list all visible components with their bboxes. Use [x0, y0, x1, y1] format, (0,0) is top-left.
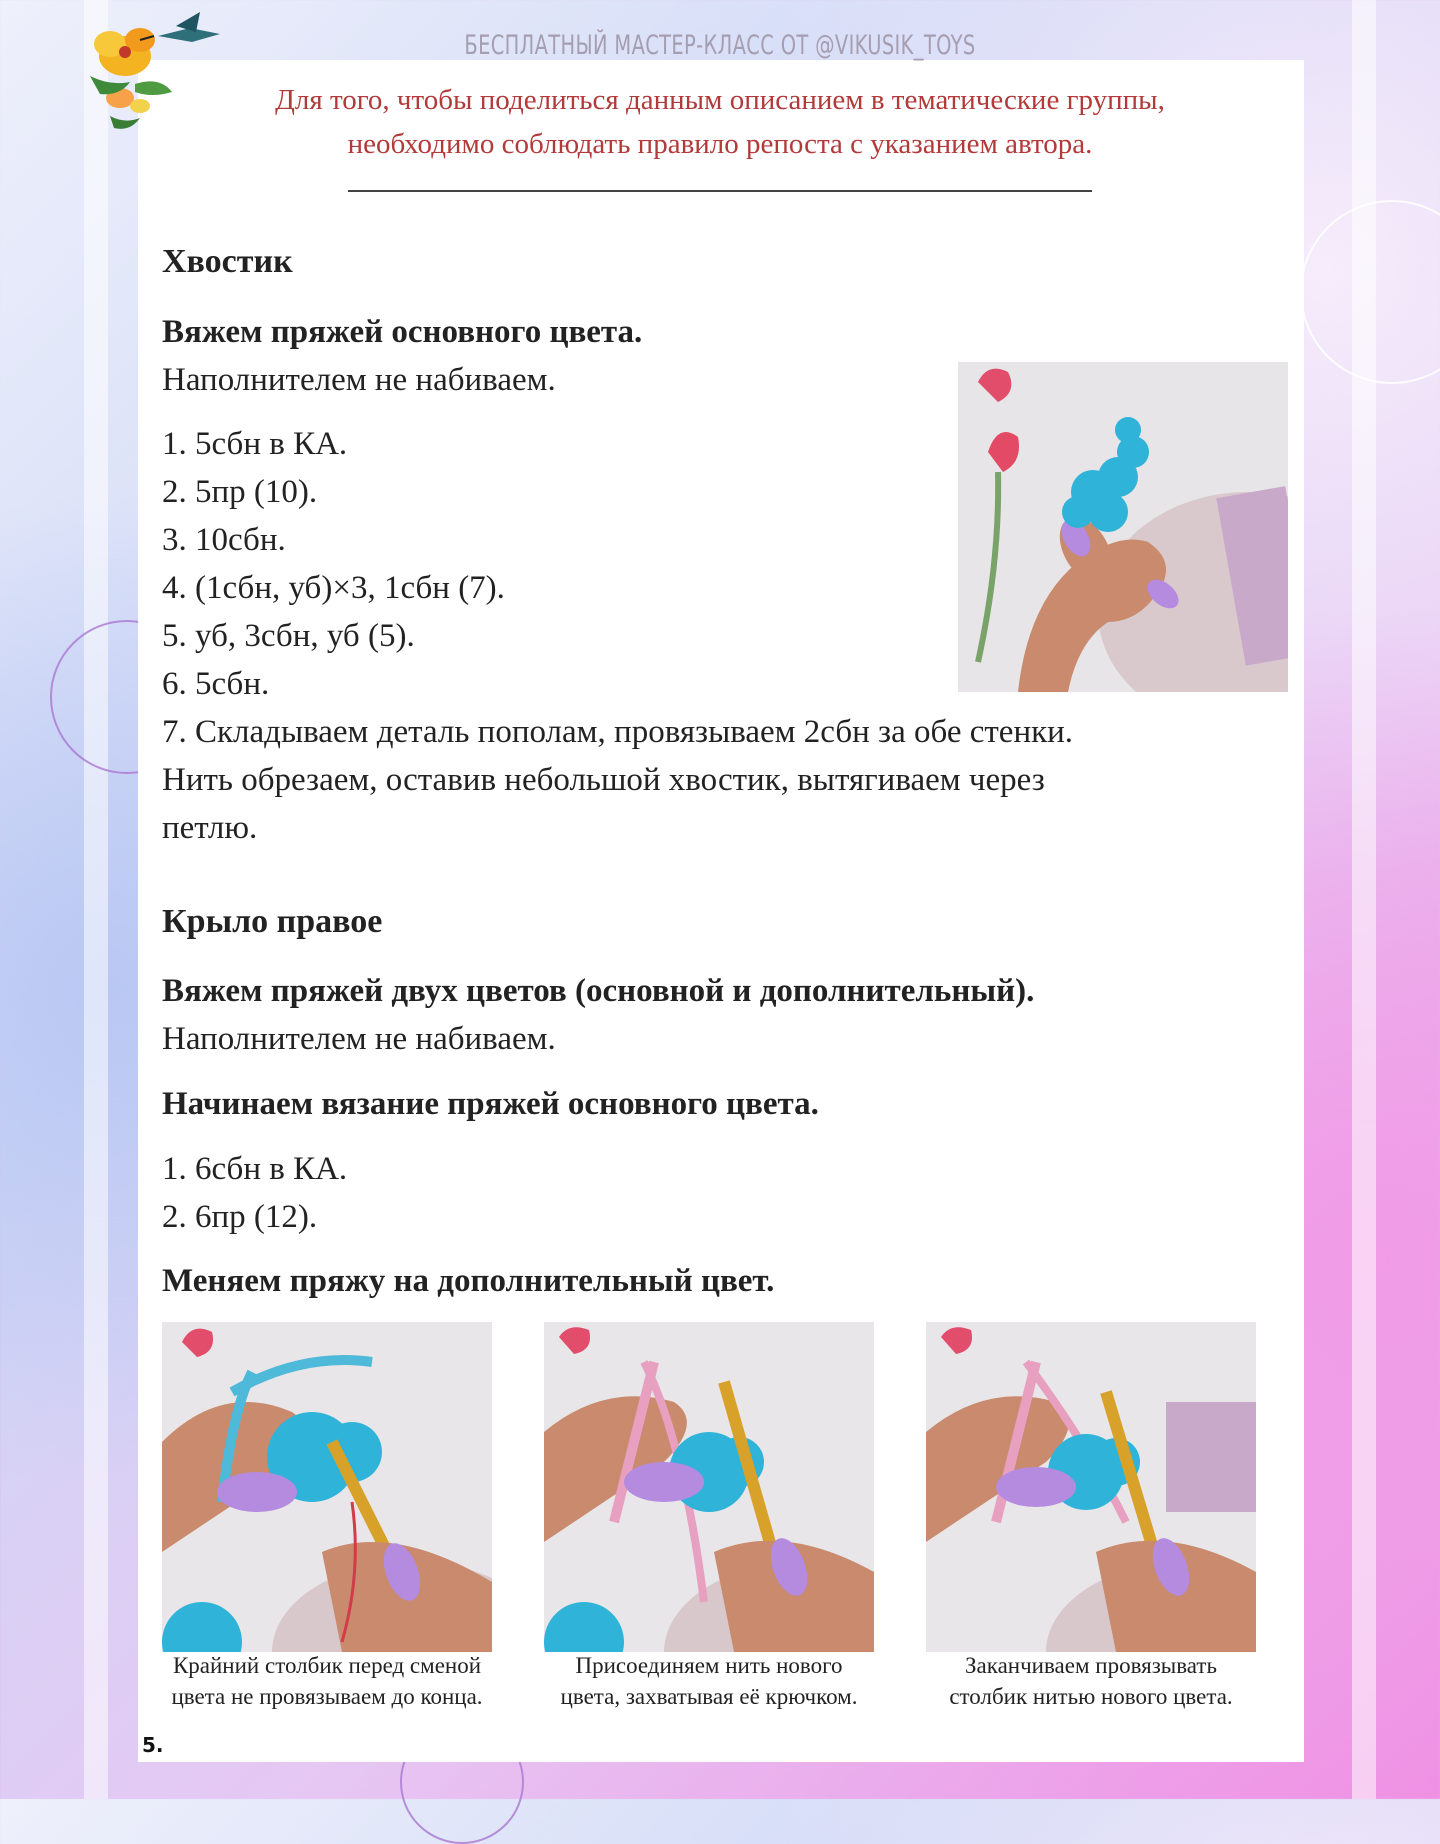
- wing-section-title: Крыло правое: [162, 903, 383, 940]
- wing-rows: [162, 1145, 347, 1241]
- wing-yarn-instruction: Вяжем пряжей двух цветов (основной и дополнительный).: [162, 973, 1035, 1009]
- repost-notice: [170, 78, 1270, 166]
- tail-row: 4. (1сбн, уб)×3, 1сбн (7).: [162, 570, 505, 606]
- tail-row: 3. 10сбн.: [162, 522, 286, 558]
- header-divider: [348, 190, 1092, 192]
- repost-notice-line2: необходимо соблюдать правило репоста с указанием автора.: [347, 128, 1093, 160]
- tail-row: 5. уб, 3сбн, уб (5).: [162, 618, 415, 654]
- step-caption-3: [906, 1650, 1276, 1712]
- decorative-ring: [1300, 200, 1440, 384]
- caption-line: цвета не провязываем до конца.: [171, 1684, 483, 1709]
- step-photo-3: [926, 1322, 1256, 1652]
- step-photo-3-illustration: [926, 1322, 1256, 1652]
- caption-line: цвета, захватывая её крючком.: [560, 1684, 858, 1709]
- page-number: 5.: [142, 1733, 164, 1757]
- tail-row: 6. 5сбн.: [162, 666, 270, 702]
- step-photo-2: [544, 1322, 874, 1652]
- tail-row: 2. 5пр (10).: [162, 474, 318, 510]
- wing-row: 2. 6пр (12).: [162, 1199, 318, 1235]
- tail-row: петлю.: [162, 810, 258, 846]
- caption-line: столбик нитью нового цвета.: [949, 1684, 1233, 1709]
- tail-yarn-instruction: Вяжем пряжей основного цвета.: [162, 314, 643, 350]
- step-caption-1: [142, 1650, 512, 1712]
- caption-line: Присоединяем нить нового: [575, 1653, 843, 1678]
- tail-row: Нить обрезаем, оставив небольшой хвостик, вытягиваем через: [162, 762, 1045, 798]
- step-photo-1: [162, 1322, 492, 1652]
- promo-header: БЕСПЛАТНЫЙ МАСТЕР-КЛАСС ОТ @VIKUSIK_TOYS: [464, 30, 976, 61]
- tail-photo-illustration: [958, 362, 1288, 692]
- tail-stuffing-note: Наполнителем не набиваем.: [162, 362, 556, 398]
- wing-row: 1. 6сбн в КА.: [162, 1151, 348, 1187]
- wing-start-instruction: Начинаем вязание пряжей основного цвета.: [162, 1086, 819, 1122]
- tail-photo: [958, 362, 1288, 692]
- tail-section-title: Хвостик: [162, 243, 293, 280]
- wing-change-instruction: Меняем пряжу на дополнительный цвет.: [162, 1263, 775, 1299]
- background-stripe: [84, 0, 108, 1799]
- tail-row: 1. 5сбн в КА.: [162, 426, 348, 462]
- wing-stuffing-note: Наполнителем не набиваем.: [162, 1021, 556, 1057]
- step-photo-1-illustration: [162, 1322, 492, 1652]
- step-caption-2: [524, 1650, 894, 1712]
- step-photo-2-illustration: [544, 1322, 874, 1652]
- repost-notice-line1: Для того, чтобы поделиться данным описанием в тематические группы,: [275, 84, 1165, 116]
- tail-row: 7. Складываем деталь пополам, провязываем 2сбн за обе стенки.: [162, 714, 1074, 750]
- caption-line: Крайний столбик перед сменой: [172, 1653, 482, 1678]
- caption-line: Заканчиваем провязывать: [965, 1653, 1217, 1678]
